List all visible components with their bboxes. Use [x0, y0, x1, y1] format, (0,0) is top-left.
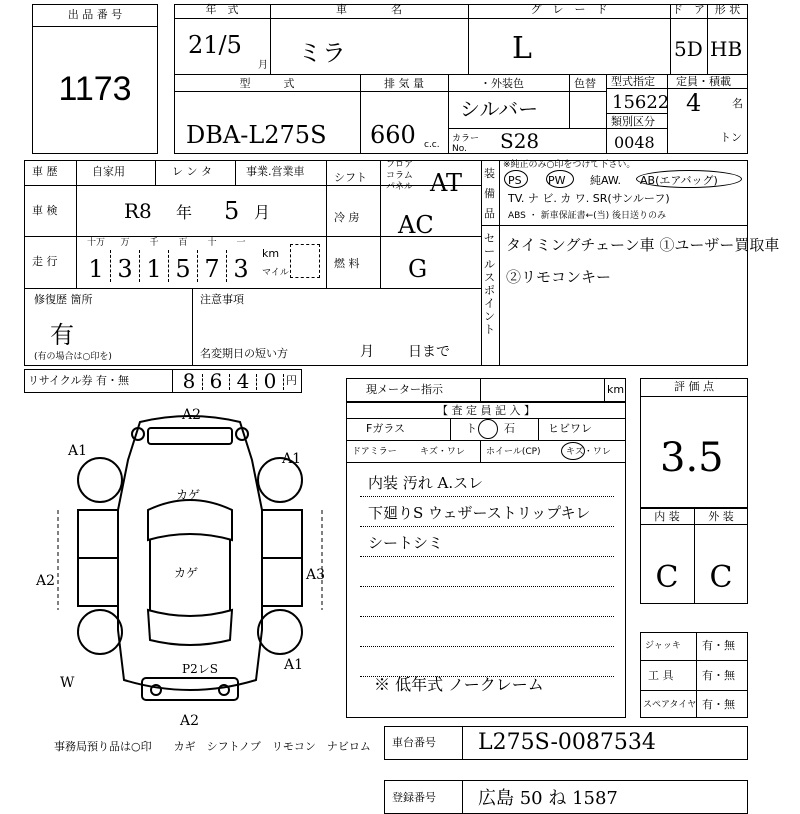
inspector-footer: ※ 低年式 ノークレーム [374, 675, 544, 694]
repair-note: (有の場合は○印を) [34, 352, 112, 362]
jack-label: ジャッキ [645, 641, 681, 651]
mileage-digit: 7 [204, 255, 220, 283]
damage-mark-a2-top: A2 [182, 407, 202, 423]
equipment-circle-mark [504, 170, 528, 188]
mileage-digit-separator [197, 250, 198, 282]
damage-mark-a3-right: A3 [306, 567, 326, 583]
recycle-label: リサイクル券 有・無 [28, 374, 129, 387]
color-no-label: カラー No. [452, 134, 480, 154]
type-designation-value: 15622 [612, 92, 670, 113]
glass-option-stone[interactable]: 石 [504, 422, 515, 435]
interior-label: 内 装 [654, 510, 680, 523]
name-value: ミラ [298, 39, 346, 67]
shift-option-panel[interactable]: パネル [386, 182, 414, 192]
fuel-value: G [408, 255, 428, 283]
caution-label: 注意事項 [200, 293, 244, 306]
inspector-note-rule [360, 526, 614, 527]
repair-value: 有 [50, 321, 74, 349]
glass-option-to[interactable]: ト [466, 422, 477, 435]
score-value: 3.5 [660, 435, 724, 481]
mileage-digit-separator [139, 250, 140, 282]
shaken-value: R8 [124, 199, 152, 223]
equipment-circle-mark [546, 170, 574, 188]
mileage-digit: 3 [233, 255, 249, 283]
mileage-unit-box [290, 244, 320, 278]
registration-label: 登録番号 [392, 791, 436, 804]
deadline-day-label: 日まで [408, 344, 450, 360]
mileage-digit: 5 [175, 255, 191, 283]
inspector-note-rule [360, 496, 614, 497]
inspector-note-line: 下廻りS ウェザーストリップキレ [368, 504, 591, 522]
inspector-note-rule [360, 556, 614, 557]
lot-number: 1173 [58, 70, 132, 108]
ac-value: AC [398, 211, 434, 239]
spare-label: スペアタイヤ [643, 700, 697, 710]
meter-label: 現メーター指示 [366, 383, 443, 396]
exterior-label: 外 装 [708, 510, 734, 523]
wheel-options[interactable]: キズ・ワレ [566, 447, 611, 457]
damage-mark-p2res: P2レS [182, 662, 218, 676]
shift-option-column[interactable]: コラム [386, 171, 413, 181]
damage-mark-a1-fr: A1 [282, 451, 302, 467]
tools-options[interactable]: 有・無 [702, 669, 735, 682]
load-unit: トン [720, 131, 742, 144]
shift-label: シフト [334, 171, 367, 184]
private-label[interactable]: 自家用 [92, 165, 125, 178]
color-no-value: S28 [500, 129, 540, 153]
recycle-digit: 0 [263, 369, 277, 393]
recycle-digit: 6 [209, 369, 223, 393]
glass-label: Fガラス [366, 422, 405, 435]
equipment-item[interactable]: AB(エアバッグ) [640, 174, 718, 187]
doors-label: ド ア [672, 3, 705, 16]
model-value: DBA-L275S [186, 121, 327, 149]
equipment-row-2[interactable]: TV. ナ ビ. カ ワ. SR(サンルーフ) [508, 192, 670, 205]
spare-options[interactable]: 有・無 [702, 698, 735, 711]
damage-mark-kage-top: カゲ [176, 488, 201, 502]
sales-point-line-2: ②リモコンキー [506, 268, 612, 286]
shaken-year-label: 年 [176, 203, 193, 222]
doors-value: 5D [674, 37, 703, 61]
shape-value: HB [710, 37, 743, 61]
inspector-note-line: 内装 汚れ A.スレ [368, 474, 484, 492]
wheel-label: ホイール(CP) [486, 447, 541, 457]
equipment-note: ※純正のみ○印をつけて下さい。 [503, 160, 636, 170]
inspector-note-line: シートシミ [368, 534, 444, 552]
inspector-note-rule [360, 586, 614, 587]
mile-label: マイル [262, 268, 289, 278]
damage-mark-w: W [60, 675, 75, 691]
glass-circle-mark [478, 419, 498, 439]
rental-label[interactable]: レ ン タ [172, 165, 212, 178]
color-value: シルバー [460, 97, 539, 121]
capacity-value: 4 [686, 89, 702, 117]
grade-value: L [512, 31, 532, 66]
name-label: 車 名 [336, 3, 402, 16]
equipment-side-label: 装 備 品 [484, 167, 495, 220]
damage-mark-a1-fl: A1 [68, 443, 88, 459]
inspector-title: 【 査 定 員 記 入 】 [437, 404, 535, 417]
class-label: 類別区分 [611, 115, 655, 128]
mileage-digit-separator [226, 250, 227, 282]
repair-label: 修復歴 箇所 [34, 293, 93, 306]
capacity-unit: 名 [732, 97, 743, 110]
equipment-circle-mark [636, 170, 742, 188]
recycle-unit: 円 [286, 374, 297, 387]
mileage-digit-separator [110, 250, 111, 282]
mileage-digit-header: 万 [120, 238, 130, 248]
business-label[interactable]: 事業.営業車 [246, 165, 305, 178]
shaken-label: 車 検 [32, 204, 58, 217]
jack-options[interactable]: 有・無 [702, 639, 735, 652]
displacement-unit: c.c. [424, 140, 440, 150]
mileage-digit-header: 十 [207, 238, 217, 248]
grade-label: グ レ ー ド [530, 3, 608, 16]
model-label: 型 式 [239, 77, 295, 90]
displacement-value: 660 [370, 121, 416, 149]
equipment-item[interactable]: 純AW. [590, 174, 622, 187]
damage-mark-a2-bottom: A2 [180, 713, 200, 729]
inspector-note-rule [360, 646, 614, 647]
shift-option-floor[interactable]: フロア [386, 160, 414, 170]
mirror-options[interactable]: キズ・ワレ [420, 447, 465, 457]
wheel-circle-mark [561, 442, 585, 460]
deadline-label: 名変期日の短い方 [200, 347, 288, 360]
fuel-label: 燃 料 [334, 257, 360, 270]
mileage-digit: 3 [117, 255, 133, 283]
equipment-item[interactable]: PW [548, 174, 566, 187]
exterior-value: C [709, 560, 733, 595]
office-note: 事務局預り品は○印 カギ シフトノブ リモコン ナビロム [54, 740, 371, 753]
year-value: 21/5 [188, 31, 242, 59]
deadline-month-label: 月 [360, 344, 374, 360]
damage-mark-a2-left: A2 [36, 573, 56, 589]
meter-unit: km [607, 383, 625, 396]
month-suffix: 月 [258, 60, 268, 71]
shaken-month-value: 5 [224, 197, 240, 225]
sales-point-line-1: タイミングチェーン車 ①ユーザー買取車 [506, 236, 780, 254]
lot-label: 出 品 番 号 [67, 8, 123, 21]
mileage-digit: 1 [88, 255, 104, 283]
year-label: 年 式 [205, 3, 239, 16]
recycle-digit: 4 [236, 369, 250, 393]
class-value: 0048 [614, 133, 655, 152]
glass-option-crack[interactable]: ヒビワレ [548, 422, 592, 435]
shift-value: AT [430, 169, 463, 197]
shape-label: 形 状 [714, 3, 741, 16]
mileage-digit-header: 一 [236, 238, 246, 248]
shaken-month-label: 月 [254, 203, 271, 222]
type-designation-label: 型式指定 [611, 75, 655, 88]
mileage-digit-header: 百 [178, 238, 188, 248]
tools-label: 工 具 [648, 669, 674, 682]
km-label: km [262, 247, 280, 260]
ac-label: 冷 房 [334, 211, 360, 224]
mileage-digit-separator [168, 250, 169, 282]
mirror-label: ドアミラー [352, 447, 397, 457]
damage-mark-kage-mid: カゲ [174, 566, 199, 580]
score-label: 評 価 点 [674, 380, 714, 393]
chassis-label: 車台番号 [392, 736, 436, 749]
damage-mark-a1-rr: A1 [284, 657, 304, 673]
mileage-digit: 1 [146, 255, 162, 283]
sales-point-label: セールスポイント [484, 232, 495, 336]
mileage-digit-header: 千 [149, 238, 159, 248]
history-label: 車 歴 [32, 165, 58, 178]
capacity-label: 定員・積載 [676, 75, 731, 88]
color-change-label: 色替 [574, 77, 596, 90]
equipment-item[interactable]: PS [508, 174, 522, 187]
recycle-digit: 8 [182, 369, 196, 393]
mileage-digit-header: 十万 [86, 238, 105, 248]
exterior-color-label: ・外装色 [480, 77, 524, 90]
mileage-label: 走 行 [32, 255, 58, 268]
registration-value: 広島 50 ね 1587 [478, 788, 618, 809]
equipment-row-3[interactable]: ABS ・ 新車保証書←(当) 後日送りのみ [508, 211, 667, 221]
chassis-value: L275S-0087534 [478, 730, 656, 755]
interior-value: C [655, 560, 679, 595]
displacement-label: 排 気 量 [384, 77, 424, 90]
recycle-digit-separator [283, 374, 284, 390]
inspector-note-rule [360, 616, 614, 617]
